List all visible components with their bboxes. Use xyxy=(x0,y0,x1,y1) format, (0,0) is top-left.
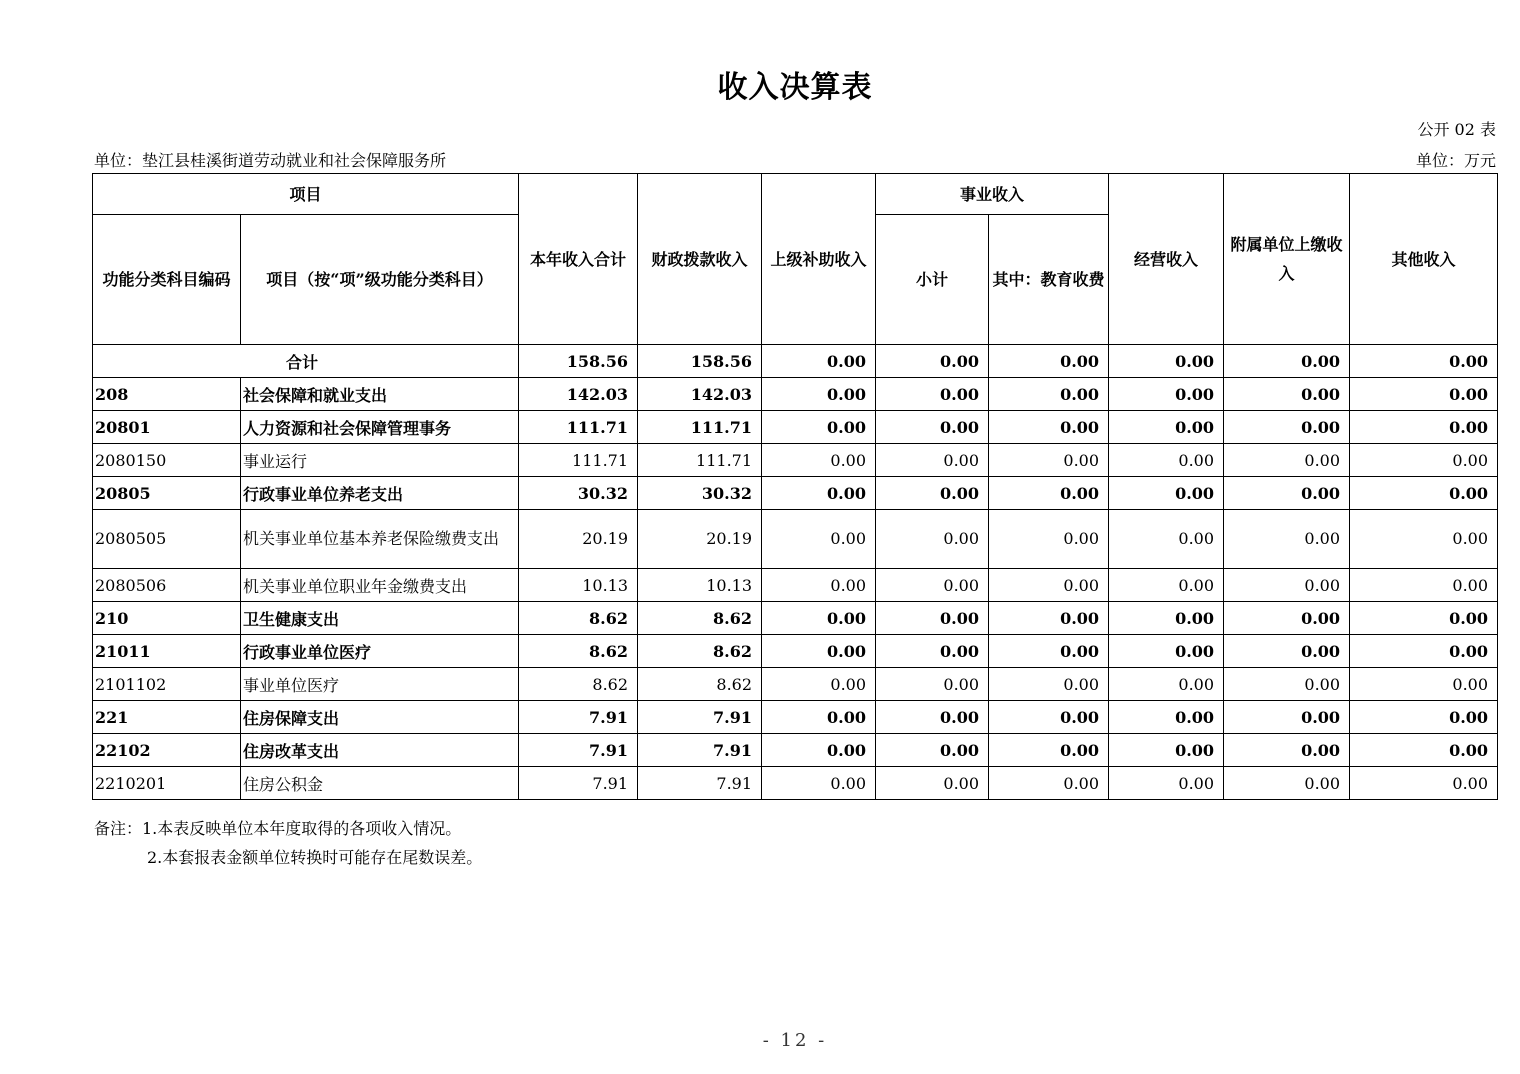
row-value: 0.00 xyxy=(989,510,1109,569)
form-number: 公开 02 表 xyxy=(1417,120,1496,139)
row-name: 机关事业单位基本养老保险缴费支出 xyxy=(241,510,519,569)
row-value: 8.62 xyxy=(638,635,762,668)
row-value: 0.00 xyxy=(1350,477,1498,510)
header-superior: 上级补助收入 xyxy=(762,174,876,345)
row-value: 0.00 xyxy=(876,734,989,767)
row-code: 22102 xyxy=(93,734,241,767)
row-value: 0.00 xyxy=(762,510,876,569)
row-value: 0.00 xyxy=(762,444,876,477)
row-value: 0.00 xyxy=(762,411,876,444)
header-career: 事业收入 xyxy=(876,174,1109,215)
row-value: 8.62 xyxy=(638,602,762,635)
row-value: 0.00 xyxy=(1109,767,1224,800)
table-header xyxy=(93,174,1498,345)
row-value: 0.00 xyxy=(989,635,1109,668)
row-code: 210 xyxy=(93,602,241,635)
row-value: 0.00 xyxy=(989,569,1109,602)
row-value: 0.00 xyxy=(989,701,1109,734)
table-row xyxy=(93,734,1498,767)
header-subtotal: 小计 xyxy=(876,215,989,345)
table-row xyxy=(93,635,1498,668)
row-value: 0.00 xyxy=(876,767,989,800)
table-row xyxy=(93,701,1498,734)
row-value: 7.91 xyxy=(638,734,762,767)
row-value: 0.00 xyxy=(989,477,1109,510)
row-value: 0.00 xyxy=(1109,668,1224,701)
row-value: 111.71 xyxy=(638,411,762,444)
total-value: 0.00 xyxy=(1224,345,1350,378)
row-value: 142.03 xyxy=(638,378,762,411)
header-edu: 其中：教育收费 xyxy=(989,215,1109,345)
row-value: 0.00 xyxy=(762,569,876,602)
row-value: 0.00 xyxy=(989,734,1109,767)
row-value: 0.00 xyxy=(876,569,989,602)
row-value: 0.00 xyxy=(1350,569,1498,602)
note-line-1: 备注：1.本表反映单位本年度取得的各项收入情况。 xyxy=(94,819,462,838)
row-code: 221 xyxy=(93,701,241,734)
unit-organization: 单位：垫江县桂溪街道劳动就业和社会保障服务所 xyxy=(94,151,447,170)
row-name: 行政事业单位养老支出 xyxy=(241,477,519,510)
total-row xyxy=(93,345,1498,378)
row-code: 20801 xyxy=(93,411,241,444)
row-value: 0.00 xyxy=(989,602,1109,635)
header-fiscal: 财政拨款收入 xyxy=(638,174,762,345)
row-name: 社会保障和就业支出 xyxy=(241,378,519,411)
total-value: 0.00 xyxy=(762,345,876,378)
row-value: 0.00 xyxy=(1350,411,1498,444)
row-value: 0.00 xyxy=(876,701,989,734)
row-value: 0.00 xyxy=(1224,444,1350,477)
row-value: 0.00 xyxy=(1109,602,1224,635)
row-value: 0.00 xyxy=(1109,635,1224,668)
header-name: 项目（按“项”级功能分类科目） xyxy=(241,215,519,345)
row-value: 0.00 xyxy=(1224,602,1350,635)
row-value: 0.00 xyxy=(1224,477,1350,510)
row-value: 0.00 xyxy=(1350,701,1498,734)
row-value: 0.00 xyxy=(1109,411,1224,444)
row-value: 8.62 xyxy=(519,668,638,701)
row-value: 0.00 xyxy=(1224,411,1350,444)
row-name: 机关事业单位职业年金缴费支出 xyxy=(241,569,519,602)
row-value: 0.00 xyxy=(762,378,876,411)
income-table xyxy=(92,173,1498,800)
row-code: 20805 xyxy=(93,477,241,510)
table-row xyxy=(93,378,1498,411)
header-code: 功能分类科目编码 xyxy=(93,215,241,345)
row-value: 0.00 xyxy=(1224,767,1350,800)
row-name: 行政事业单位医疗 xyxy=(241,635,519,668)
row-value: 0.00 xyxy=(1224,668,1350,701)
row-value: 30.32 xyxy=(519,477,638,510)
table-row xyxy=(93,444,1498,477)
row-value: 7.91 xyxy=(638,767,762,800)
row-value: 0.00 xyxy=(1224,635,1350,668)
row-value: 8.62 xyxy=(519,635,638,668)
row-value: 7.91 xyxy=(638,701,762,734)
row-value: 0.00 xyxy=(876,602,989,635)
row-value: 0.00 xyxy=(762,477,876,510)
row-value: 0.00 xyxy=(1224,734,1350,767)
row-name: 卫生健康支出 xyxy=(241,602,519,635)
unit-currency: 单位：万元 xyxy=(1415,151,1496,170)
row-value: 0.00 xyxy=(989,668,1109,701)
row-name: 事业运行 xyxy=(241,444,519,477)
row-value: 111.71 xyxy=(519,411,638,444)
total-label: 合计 xyxy=(93,345,519,378)
row-value: 142.03 xyxy=(519,378,638,411)
row-value: 7.91 xyxy=(519,767,638,800)
row-value: 0.00 xyxy=(1350,668,1498,701)
row-value: 0.00 xyxy=(1350,602,1498,635)
row-name: 住房保障支出 xyxy=(241,701,519,734)
row-value: 0.00 xyxy=(1109,510,1224,569)
page-title: 收入决算表 xyxy=(717,70,873,105)
row-value: 0.00 xyxy=(876,378,989,411)
row-value: 0.00 xyxy=(762,734,876,767)
row-value: 0.00 xyxy=(1350,734,1498,767)
total-value: 158.56 xyxy=(519,345,638,378)
total-value: 0.00 xyxy=(876,345,989,378)
total-value: 0.00 xyxy=(1350,345,1498,378)
row-value: 0.00 xyxy=(1109,734,1224,767)
note-line-2: 2.本套报表金额单位转换时可能存在尾数误差。 xyxy=(147,848,483,867)
row-code: 208 xyxy=(93,378,241,411)
row-value: 0.00 xyxy=(1350,510,1498,569)
row-code: 2101102 xyxy=(93,668,241,701)
row-value: 8.62 xyxy=(519,602,638,635)
header-total: 本年收入合计 xyxy=(519,174,638,345)
row-value: 0.00 xyxy=(1350,378,1498,411)
row-value: 0.00 xyxy=(876,444,989,477)
row-value: 0.00 xyxy=(1109,477,1224,510)
row-value: 20.19 xyxy=(519,510,638,569)
row-value: 8.62 xyxy=(638,668,762,701)
row-value: 0.00 xyxy=(876,635,989,668)
row-code: 2080150 xyxy=(93,444,241,477)
row-code: 2210201 xyxy=(93,767,241,800)
row-value: 0.00 xyxy=(1109,569,1224,602)
row-value: 0.00 xyxy=(876,411,989,444)
row-name: 人力资源和社会保障管理事务 xyxy=(241,411,519,444)
row-code: 21011 xyxy=(93,635,241,668)
row-code: 2080506 xyxy=(93,569,241,602)
row-name: 事业单位医疗 xyxy=(241,668,519,701)
table-row xyxy=(93,569,1498,602)
table-row xyxy=(93,668,1498,701)
row-value: 0.00 xyxy=(1350,444,1498,477)
row-value: 0.00 xyxy=(989,411,1109,444)
table-row xyxy=(93,602,1498,635)
row-value: 0.00 xyxy=(989,444,1109,477)
row-value: 0.00 xyxy=(762,701,876,734)
header-affiliate: 附属单位上缴收入 xyxy=(1224,174,1350,345)
row-value: 0.00 xyxy=(1109,701,1224,734)
row-value: 0.00 xyxy=(876,668,989,701)
header-project: 项目 xyxy=(93,174,519,215)
row-value: 0.00 xyxy=(1224,378,1350,411)
row-value: 30.32 xyxy=(638,477,762,510)
row-value: 7.91 xyxy=(519,734,638,767)
row-value: 0.00 xyxy=(876,477,989,510)
row-value: 0.00 xyxy=(1350,767,1498,800)
row-value: 10.13 xyxy=(519,569,638,602)
row-value: 0.00 xyxy=(1224,510,1350,569)
row-name: 住房改革支出 xyxy=(241,734,519,767)
total-value: 0.00 xyxy=(1109,345,1224,378)
row-value: 0.00 xyxy=(1224,569,1350,602)
row-code: 2080505 xyxy=(93,510,241,569)
table-row xyxy=(93,411,1498,444)
row-value: 0.00 xyxy=(1109,444,1224,477)
table-row xyxy=(93,510,1498,569)
notes xyxy=(94,814,482,872)
row-value: 20.19 xyxy=(638,510,762,569)
row-value: 0.00 xyxy=(762,668,876,701)
row-value: 10.13 xyxy=(638,569,762,602)
table-row xyxy=(93,477,1498,510)
row-value: 0.00 xyxy=(1350,635,1498,668)
row-value: 111.71 xyxy=(519,444,638,477)
row-value: 0.00 xyxy=(762,635,876,668)
row-value: 0.00 xyxy=(1109,378,1224,411)
table-row xyxy=(93,767,1498,800)
row-value: 111.71 xyxy=(638,444,762,477)
row-value: 0.00 xyxy=(1224,701,1350,734)
row-value: 0.00 xyxy=(989,378,1109,411)
row-value: 0.00 xyxy=(989,767,1109,800)
row-name: 住房公积金 xyxy=(241,767,519,800)
total-value: 158.56 xyxy=(638,345,762,378)
row-value: 0.00 xyxy=(762,767,876,800)
row-value: 0.00 xyxy=(876,510,989,569)
row-value: 7.91 xyxy=(519,701,638,734)
header-business: 经营收入 xyxy=(1109,174,1224,345)
total-value: 0.00 xyxy=(989,345,1109,378)
row-value: 0.00 xyxy=(762,602,876,635)
header-other: 其他收入 xyxy=(1350,174,1498,345)
page-number: - 12 - xyxy=(762,1030,828,1051)
